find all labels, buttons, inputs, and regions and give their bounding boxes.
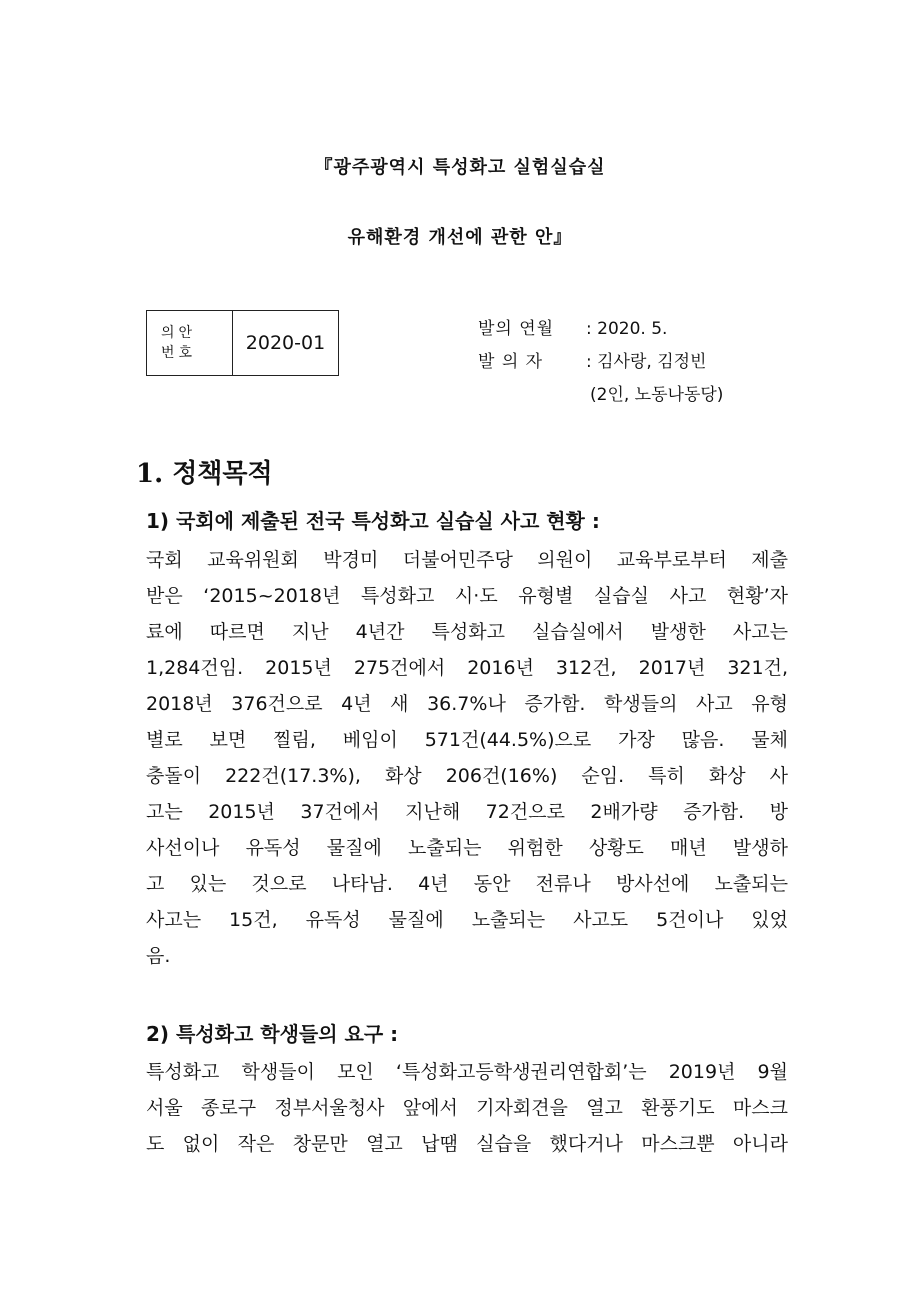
proposer-value: : 김사랑, 김정빈 (586, 352, 707, 372)
paragraph-line: 특성화고 학생들이 모인 ‘특성화고등학생권리연합회’는 2019년 9월 (146, 1061, 788, 1083)
paragraph-line: 충돌이 222건(17.3%), 화상 206건(16%) 순임. 특히 화상 사 (146, 765, 788, 787)
subsection-heading-accident-status: 1) 국회에 제출된 전국 특성화고 실습실 사고 현황 : (146, 509, 600, 533)
proposal-date-key: 발의 연월 (478, 319, 555, 339)
paragraph-line: 사고는 15건, 유독성 물질에 노출되는 사고도 5건이나 있었 (146, 909, 788, 931)
paragraph-line: 받은 ‘2015~2018년 특성화고 시·도 유형별 실습실 사고 현황’자 (146, 585, 788, 607)
proposer-key: 발 의 자 (478, 352, 544, 372)
paragraph-line: 도 없이 작은 창문만 열고 납땜 실습을 했다거나 마스크뿐 아니라 (146, 1133, 788, 1155)
paragraph-line: 국회 교육위원회 박경미 더불어민주당 의원이 교육부로부터 제출 (146, 549, 788, 571)
proposer-note: (2인, 노동나동당) (590, 385, 724, 405)
bill-label-line1: 의안 (161, 325, 197, 341)
bill-label-line2: 번호 (161, 345, 197, 361)
document-title-line2: 유해환경 개선에 관한 안』 (347, 227, 573, 248)
section-heading-policy-purpose: 1. 정책목적 (136, 459, 273, 489)
subsection-heading-student-demands: 2) 특성화고 학생들의 요구 : (146, 1022, 399, 1046)
paragraph-line: 료에 따르면 지난 4년간 특성화고 실습실에서 발생한 사고는 (146, 621, 788, 643)
paragraph-line: 사선이나 유독성 물질에 노출되는 위험한 상황도 매년 발생하 (146, 837, 788, 859)
proposal-date-value: : 2020. 5. (586, 319, 668, 339)
paragraph-line: 서울 종로구 정부서울청사 앞에서 기자회견을 열고 환풍기도 마스크 (146, 1097, 788, 1119)
bill-number-label (147, 311, 233, 375)
proposal-date (478, 314, 667, 339)
proposer (478, 347, 706, 372)
paragraph-line: 1,284건임. 2015년 275건에서 2016년 312건, 2017년 321건, (146, 657, 788, 679)
bill-number-box (146, 310, 339, 376)
paragraph-line: 별로 보면 찔림, 베임이 571건(44.5%)으로 가장 많음. 물체 (146, 729, 788, 751)
paragraph-line: 2018년 376건으로 4년 새 36.7%나 증가함. 학생들의 사고 유형 (146, 693, 788, 715)
paragraph-line: 고 있는 것으로 나타남. 4년 동안 전류나 방사선에 노출되는 (146, 873, 788, 895)
paragraph-line: 음. (146, 945, 171, 967)
bill-number-value: 2020-01 (245, 332, 326, 354)
document-title-line1: 『광주광역시 특성화고 실험실습실 (314, 157, 606, 178)
paragraph-line: 고는 2015년 37건에서 지난해 72건으로 2배가량 증가함. 방 (146, 801, 788, 823)
